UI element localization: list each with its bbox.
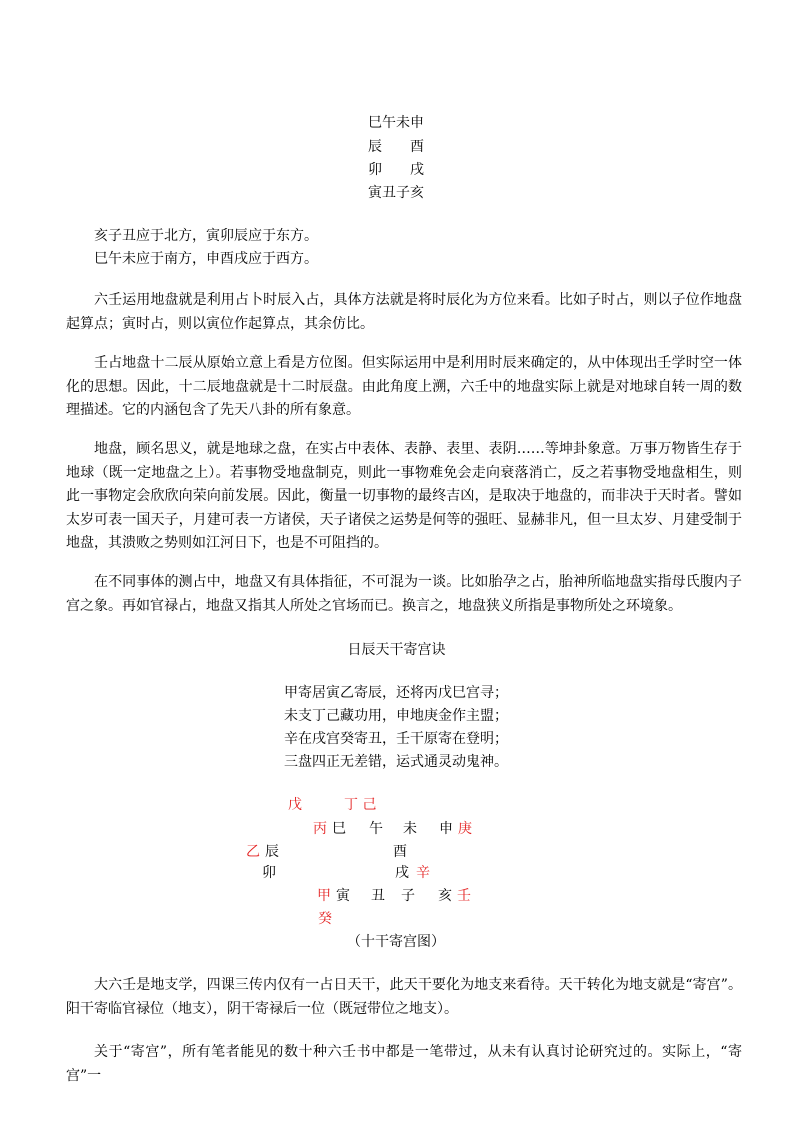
paragraph-6: 关于“寄宫”，所有笔者能见的数十种六壬书中都是一笔带过，从未有认真讨论研究过的。实际上，“寄宫”一 <box>66 1044 742 1084</box>
stem-geng: 庚 <box>458 821 472 837</box>
diagram-row-top: 巳午未申 <box>368 115 424 131</box>
poem-title: 日辰天干寄宫诀 <box>347 642 446 658</box>
branch-chen: 辰 <box>265 844 279 860</box>
branch-mao: 卯 <box>262 865 276 881</box>
paragraph-4: 在不同事体的测占中，地盘又有具体指征，不可混为一谈。比如胎孕之占，胎神所临地盘实指母氏腹内子宫之象。再如官禄占，地盘又指其人所处之官场而已。换言之，地盘狭义所指是事物所处之环境象。 <box>66 574 742 614</box>
stem-xin: 辛 <box>416 865 430 881</box>
branch-zi: 子 <box>401 888 415 904</box>
poem-line-1: 甲寄居寅乙寄辰，还将丙戊巳宫寻； <box>284 685 508 701</box>
diagram-row-bottom: 寅丑子亥 <box>368 185 424 201</box>
stem-wu: 戊 <box>288 797 302 813</box>
diagram-row-chen: 辰 <box>368 139 382 155</box>
paragraph-3: 地盘，顾名思义，就是地球之盘，在实占中表体、表静、表里、表阴……等坤卦象意。万事万物皆生存于地球（既一定地盘之上）。若事物受地盘制克，则此一事物难免会走向衰落消亡，反之若事物受地盘相生，则此一事物定会欣欣向荣向前发展。因此，衡量一切事物的最终吉凶，是取决于地盘的，而非决于天时者。譬如太岁可表一国天子，月建可表一方诸侯，天子诸侯之运势是何等的强旺、显赫非凡，但一旦太岁、月建受制于地盘，其溃败之势则如江河日下，也是不可阻挡的。 <box>66 441 742 551</box>
direction-line-1: 亥子丑应于北方，寅卯辰应于东方。 <box>94 228 318 244</box>
stem-gui: 癸 <box>318 911 332 927</box>
stem-ren: 壬 <box>457 888 471 904</box>
stem-ding-ji: 丁 己 <box>344 797 377 813</box>
diagram-row-you: 酉 <box>410 139 424 155</box>
stem-yi: 乙 <box>246 844 260 860</box>
branch-wei: 未 <box>403 821 417 837</box>
branch-hai: 亥 <box>438 888 452 904</box>
stem-jia: 甲 <box>317 888 331 904</box>
paragraph-5: 大六壬是地支学，四课三传内仅有一占日天干，此天干要化为地支来看待。天干转化为地支就是“寄宫”。阳干寄临官禄位（地支），阴干寄禄后一位（既冠带位之地支）。 <box>66 977 742 1017</box>
stem-bing: 丙 <box>313 821 327 837</box>
paragraph-2: 壬占地盘十二辰从原始立意上看是方位图。但实际运用中是利用时辰来确定的，从中体现出壬学时空一体化的思想。因此，十二辰地盘就是十二时辰盘。由此角度上溯，六壬中的地盘实际上就是对地球自转一周的数理描述。它的内涵包含了先天八卦的所有象意。 <box>66 355 742 418</box>
branch-shen: 申 <box>439 821 453 837</box>
branch-you: 酉 <box>393 844 407 860</box>
diagram-caption: （十干寄宫图） <box>347 934 445 950</box>
poem-line-4: 三盘四正无差错，运式通灵动鬼神。 <box>284 754 508 770</box>
paragraph-1: 六壬运用地盘就是利用占卜时辰入占，具体方法就是将时辰化为方位来看。比如子时占，则以子位作地盘起算点；寅时占，则以寅位作起算点，其余仿比。 <box>66 292 742 332</box>
branch-yin: 寅 <box>336 888 350 904</box>
branch-wu: 午 <box>369 821 383 837</box>
poem-line-2: 未支丁己藏功用，申地庚金作主盟； <box>284 708 508 724</box>
branch-xu: 戌 <box>395 865 409 881</box>
direction-line-2: 巳午未应于南方，申酉戌应于西方。 <box>94 251 318 267</box>
branch-si: 巳 <box>332 821 346 837</box>
diagram-row-mao: 卯 <box>368 162 382 178</box>
diagram-row-xu: 戌 <box>410 162 424 178</box>
branch-chou: 丑 <box>371 888 385 904</box>
poem-line-3: 辛在戌宫癸寄丑，壬干原寄在登明； <box>284 731 508 747</box>
